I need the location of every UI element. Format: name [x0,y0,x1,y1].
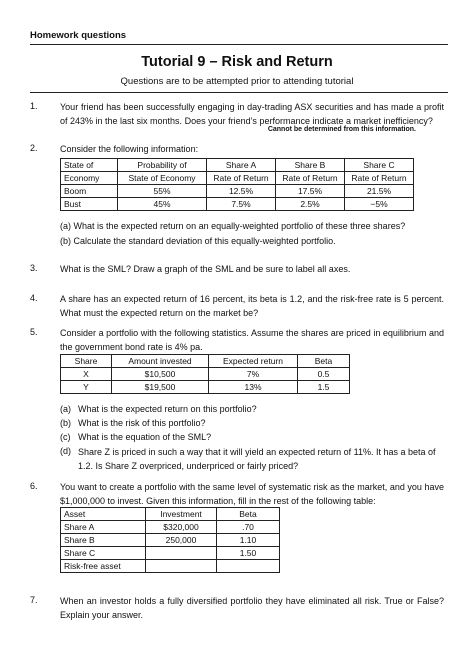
header-divider [30,44,448,45]
page-title: Tutorial 9 – Risk and Return [141,54,333,70]
table-cell: Risk-free asset [61,560,146,573]
q5-b-label: (b) [60,418,71,428]
table-cell: State of Economy [118,172,207,185]
table-cell: Beta [217,508,280,521]
table-row [61,547,280,560]
q1-answer-note: Cannot be determined from this information. [267,126,416,133]
table-cell: −5% [345,198,414,211]
table-row [61,185,414,198]
table-cell [217,560,280,573]
q7-text: When an investor holds a fully diversified portfolio they have eliminated all risk. True or False? Explain your answer. [60,596,444,620]
q5-b-text: What is the risk of this portfolio? [78,418,206,428]
q7-number: 7. [30,595,38,605]
table-cell: 1.10 [217,534,280,547]
table-cell: 1.50 [217,547,280,560]
table-cell [146,547,217,560]
table-row [61,381,350,394]
table-cell: Share B [276,159,345,172]
q4-text: A share has an expected return of 16 percent, its beta is 1.2, and the risk-free rate is 5 percent. What must the expected return on the market be? [60,294,444,318]
q2-text: Consider the following information: [60,144,199,154]
q5-number: 5. [30,327,38,337]
table-cell: Economy [61,172,118,185]
table-cell: 12.5% [207,185,276,198]
table-cell: 1.5 [298,381,350,394]
table-cell: Share A [207,159,276,172]
q5-text: Consider a portfolio with the following statistics. Assume the shares are priced in equilibrium and the government bond rate is 4% pa. [60,328,444,352]
table-cell: Beta [298,355,350,368]
table-row [61,534,280,547]
table-cell: Amount invested [112,355,209,368]
table-cell: $19,500 [112,381,209,394]
table-row [61,172,414,185]
q5-a-label: (a) [60,404,71,414]
table-cell: Bust [61,198,118,211]
table-cell: Probability of [118,159,207,172]
page-subtitle: Questions are to be attempted prior to attending tutorial [120,76,354,87]
table-cell: Rate of Return [276,172,345,185]
q3-text: What is the SML? Draw a graph of the SML and be sure to label all axes. [60,264,351,274]
table-cell: State of [61,159,118,172]
q5-d-label: (d) [60,446,71,456]
table-cell: Share A [61,521,146,534]
table-cell: Asset [61,508,146,521]
table-cell: 13% [209,381,298,394]
table-cell: Boom [61,185,118,198]
table-cell: Share [61,355,112,368]
q2-number: 2. [30,143,38,153]
q2-part-b: (b) Calculate the standard deviation of this equally-weighted portfolio. [60,236,336,246]
table-cell: 21.5% [345,185,414,198]
table-cell: 55% [118,185,207,198]
q6-number: 6. [30,481,38,491]
table-cell: 2.5% [276,198,345,211]
table-cell: X [61,368,112,381]
q1-text: Your friend has been successfully engaging in day-trading ASX securities and has made a profit of 243% in the last six months. Does your friend’s performance indicate a market inefficiency? [60,102,444,126]
table-row [61,159,414,172]
page-header: Homework questions [30,30,127,41]
q2-part-a: (a) What is the expected return on an equally-weighted portfolio of these three shares? [60,221,406,231]
q2-table [60,158,414,211]
table-row [61,521,280,534]
q5-table [60,354,350,394]
table-row [61,355,350,368]
title-divider [30,92,448,93]
table-cell: $320,000 [146,521,217,534]
q5-c-label: (c) [60,432,71,442]
q6-text: You want to create a portfolio with the same level of systematic risk as the market, and you have $1,000,000 to invest. Given this information, fill in the rest of the following table: [60,482,444,506]
table-cell: Rate of Return [207,172,276,185]
table-row [61,198,414,211]
table-cell: 45% [118,198,207,211]
table-cell: 0.5 [298,368,350,381]
table-cell: .70 [217,521,280,534]
table-cell: Rate of Return [345,172,414,185]
table-cell: Share C [61,547,146,560]
table-cell: Y [61,381,112,394]
table-cell: Share B [61,534,146,547]
q6-table [60,507,280,573]
table-cell [146,560,217,573]
table-row [61,508,280,521]
q1-number: 1. [30,101,38,111]
table-row [61,560,280,573]
q5-a-text: What is the expected return on this portfolio? [78,404,257,414]
q4-number: 4. [30,293,38,303]
table-cell: 7% [209,368,298,381]
table-cell: 7.5% [207,198,276,211]
table-cell: Share C [345,159,414,172]
table-cell: Expected return [209,355,298,368]
q5-d-text: Share Z is priced in such a way that it will yield an expected return of 11%. It has a beta of 1.2. Is Share Z overpriced, underpriced or fairly priced? [78,447,436,471]
q5-c-text: What is the equation of the SML? [78,432,212,442]
table-cell: Investment [146,508,217,521]
table-cell: 250,000 [146,534,217,547]
table-cell: $10,500 [112,368,209,381]
table-cell: 17.5% [276,185,345,198]
q3-number: 3. [30,263,38,273]
table-row [61,368,350,381]
